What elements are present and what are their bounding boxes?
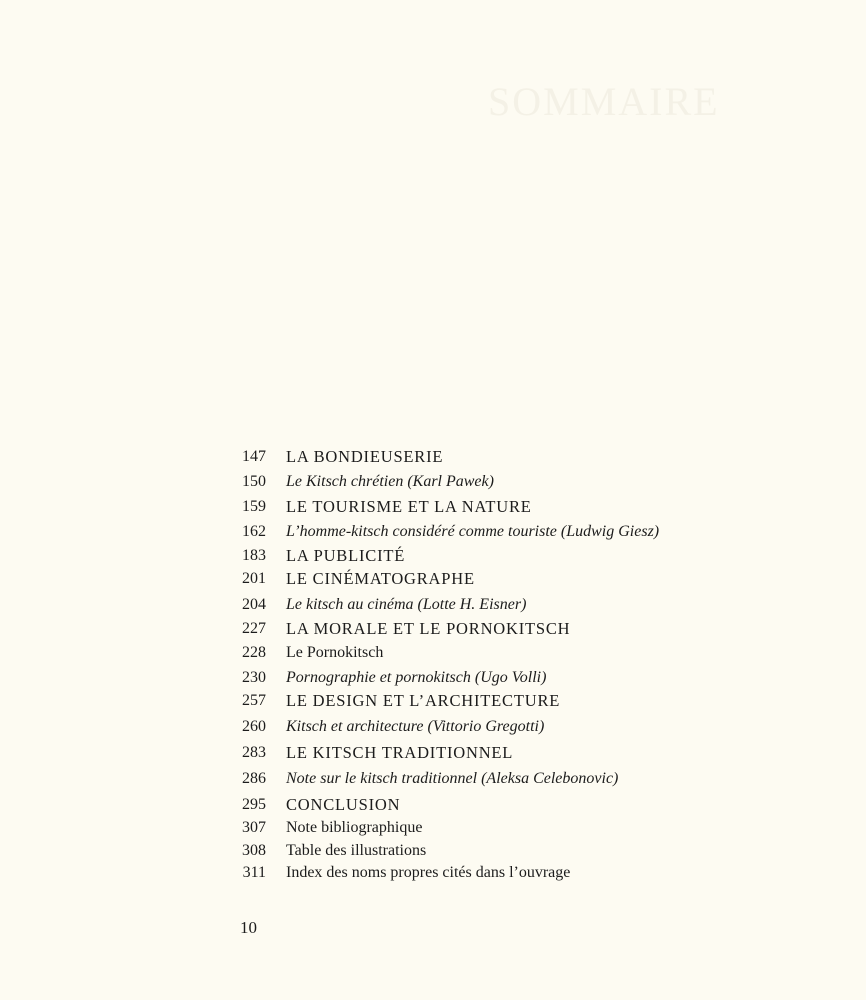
toc-title: CONCLUSION (286, 795, 401, 814)
toc-entry (0, 545, 866, 567)
toc-title: Pornographie et pornokitsch (Ugo Volli) (286, 669, 547, 686)
toc-title: Note bibliographique (286, 819, 423, 836)
toc-page-number: 257 (242, 692, 266, 709)
toc-title: LE DESIGN ET L’ARCHITECTURE (286, 691, 561, 710)
toc-page-number: 230 (242, 669, 266, 686)
toc-entry (0, 471, 866, 493)
toc-title: LE KITSCH TRADITIONNEL (286, 743, 514, 762)
toc-page-number: 311 (242, 864, 266, 881)
toc-title: LA BONDIEUSERIE (286, 447, 444, 466)
toc-entry (0, 690, 866, 712)
toc-page-number: 162 (242, 523, 266, 540)
toc-entry (0, 862, 866, 884)
toc-page-number: 183 (242, 547, 266, 564)
toc-title: LE CINÉMATOGRAPHE (286, 569, 475, 588)
toc-page-number: 286 (242, 770, 266, 787)
toc-title: Note sur le kitsch traditionnel (Aleksa Celebonovic) (286, 770, 619, 787)
faint-show-through-title: SOMMAIRE (488, 79, 720, 124)
toc-title: Le Pornokitsch (286, 644, 384, 661)
toc-entry (0, 716, 866, 738)
toc-page-number: 201 (242, 570, 266, 587)
toc-page-number: 159 (242, 498, 266, 515)
toc-title: Index des noms propres cités dans l’ouvrage (286, 864, 571, 881)
toc-title: Le kitsch au cinéma (Lotte H. Eisner) (286, 596, 527, 613)
toc-page-number: 147 (242, 448, 266, 465)
toc-entry (0, 496, 866, 518)
toc-entry (0, 768, 866, 790)
toc-entry (0, 840, 866, 862)
page-folio-number: 10 (240, 918, 257, 937)
toc-entry (0, 446, 866, 468)
toc-entry (0, 642, 866, 664)
toc-entry (0, 594, 866, 616)
toc-page-number: 228 (242, 644, 266, 661)
toc-page-number: 307 (242, 819, 266, 836)
toc-title: L’homme-kitsch considéré comme touriste (Ludwig Giesz) (286, 523, 660, 540)
toc-page-number: 283 (242, 744, 266, 761)
toc-page-number: 295 (242, 796, 266, 813)
toc-title: LA PUBLICITÉ (286, 546, 406, 565)
toc-entry (0, 521, 866, 543)
toc-title: Le Kitsch chrétien (Karl Pawek) (286, 473, 494, 490)
toc-entry (0, 742, 866, 764)
toc-page-number: 308 (242, 842, 266, 859)
toc-entry (0, 618, 866, 640)
toc-page-number: 260 (242, 718, 266, 735)
toc-page-number: 227 (242, 620, 266, 637)
toc-title: LA MORALE ET LE PORNOKITSCH (286, 619, 571, 638)
toc-entry (0, 667, 866, 689)
toc-entry (0, 568, 866, 590)
toc-page-number: 150 (242, 473, 266, 490)
toc-entry (0, 794, 866, 816)
toc-entry (0, 817, 866, 839)
toc-title: LE TOURISME ET LA NATURE (286, 497, 532, 516)
toc-title: Table des illustrations (286, 842, 427, 859)
toc-page-number: 204 (242, 596, 266, 613)
toc-title: Kitsch et architecture (Vittorio Gregotti) (286, 718, 545, 735)
